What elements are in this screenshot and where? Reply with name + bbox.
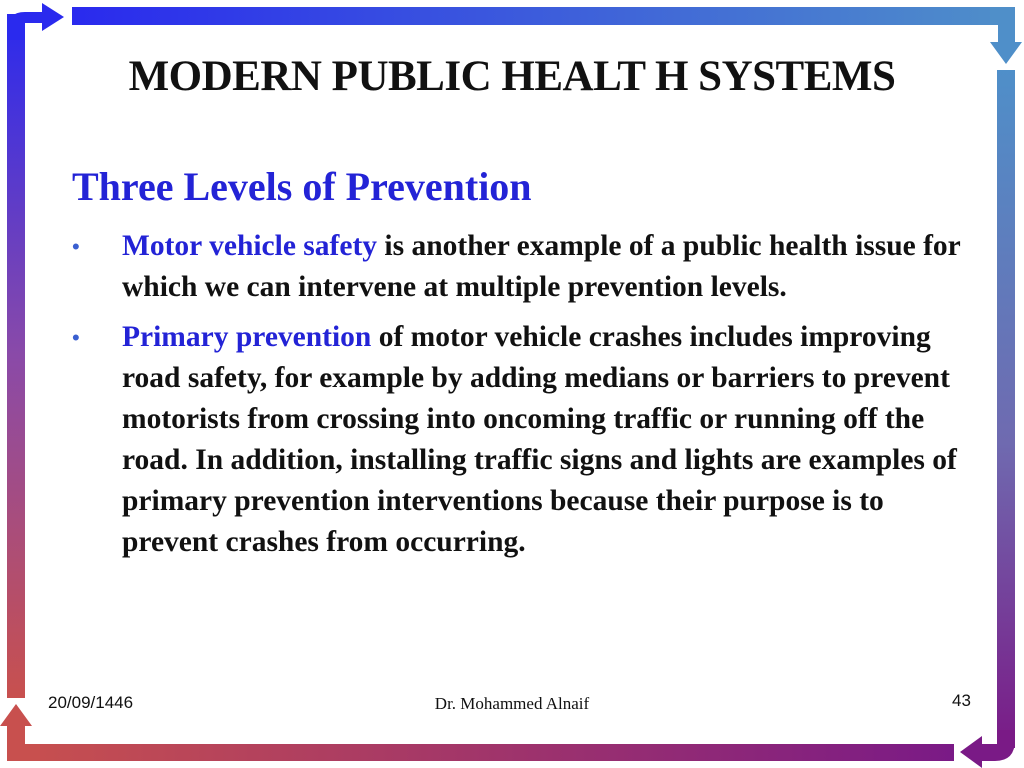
page-number: 43 (952, 691, 971, 710)
footer-date: 20/09/1446 (48, 693, 134, 712)
slide-title: MODERN PUBLIC HEALT H SYSTEMS (128, 53, 896, 100)
bullet-dot-icon: • (72, 325, 80, 350)
bullet-dot-icon: • (72, 234, 80, 259)
bullet-text: of motor vehicle crashes includes improving road safety, for example by adding medians or barriers to prevent motorists from crossing into oncoming traffic or running off the road. In addition, installing traffic signs and lights are examples of primary prevention interventions because their purpose is to prevent crashes from occurring. (122, 321, 957, 558)
footer-author: Dr. Mohammed Alnaif (434, 694, 590, 713)
bullet-list (72, 226, 972, 563)
bullet-text: is another example of a public health issue for which we can intervene at multiple prevention levels. (122, 230, 961, 303)
slide-subtitle: Three Levels of Prevention (72, 164, 532, 209)
bullet-item (72, 226, 972, 308)
frame-right-bar (997, 70, 1015, 748)
bullet-highlight: Motor vehicle safety (122, 230, 378, 262)
frame-top-bar (72, 7, 1012, 25)
arrow-right-icon (7, 3, 64, 40)
bullet-highlight: Primary prevention (122, 321, 372, 353)
arrow-down-icon (990, 7, 1022, 64)
bullet-item (72, 317, 972, 563)
arrow-left-icon (960, 730, 1015, 768)
frame-bottom-bar (14, 744, 954, 761)
frame-left-bar (7, 14, 25, 698)
